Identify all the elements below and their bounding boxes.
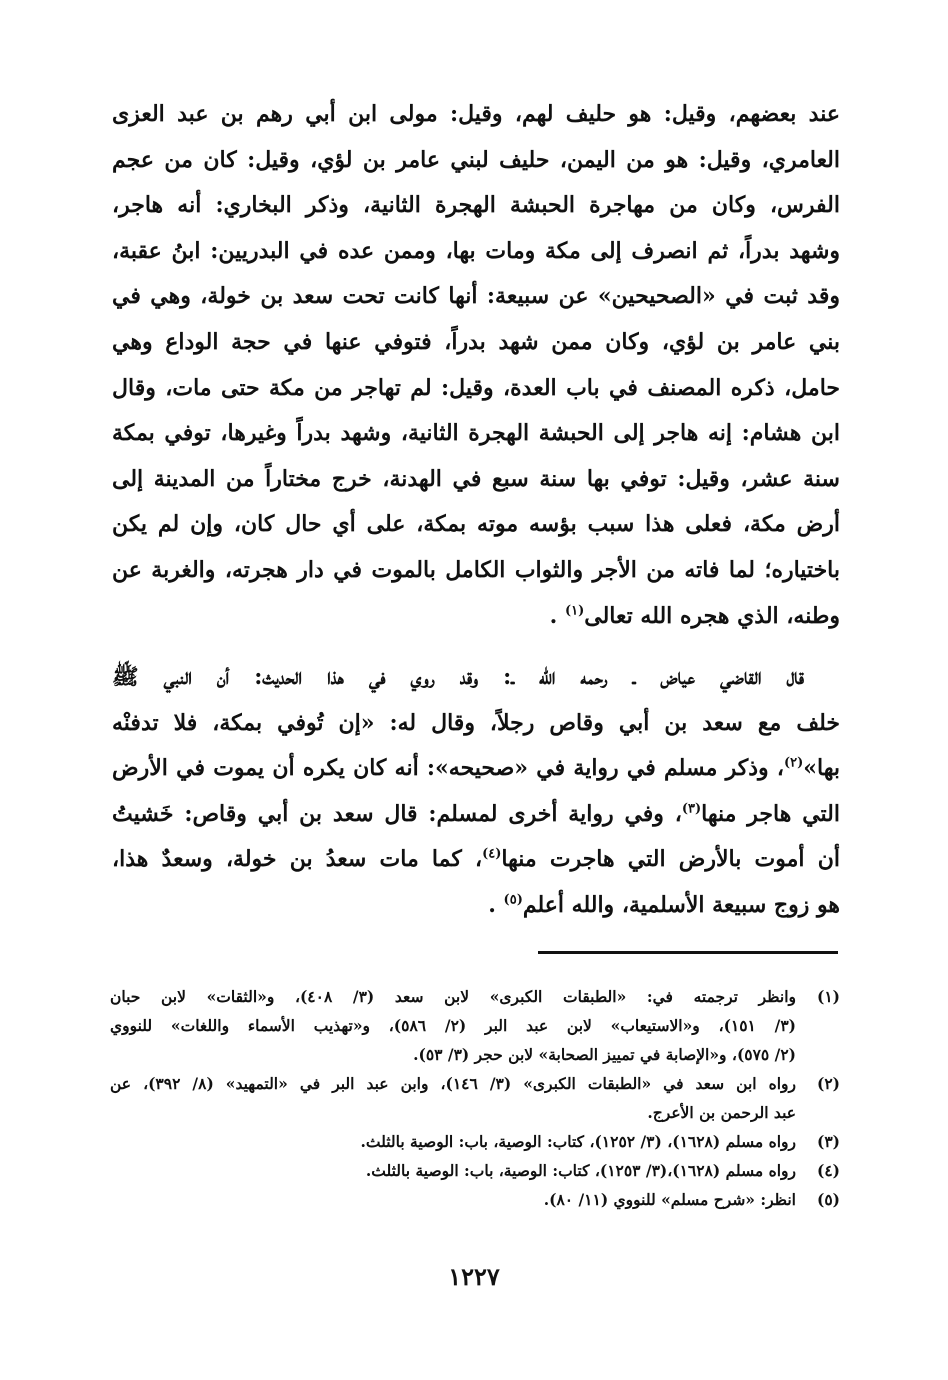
footnote-ref[interactable]: (٤) — [482, 847, 502, 863]
text-line: خلف مع سعد بن أبي وقاص رجلاً، وقال له: «إن تُوفي بمكة، فلا تدفنْه — [112, 709, 840, 736]
text-fragment: هو زوج سبيعة الأسلمية، والله أعلم — [522, 891, 840, 918]
paragraph-1 — [112, 92, 840, 639]
text-fragment: وطنه، الذي هجره الله تعالى — [584, 602, 840, 629]
footnote-line: رواه ابن سعد في «الطبقات الكبرى» (٣/ ١٤٦)، وابن عبد البر في «التمهيد» (٨/ ٣٩٢)، عن — [110, 1074, 796, 1093]
footnote-text — [110, 1185, 796, 1214]
footnote-line: (٢/ ٥٧٥)، و«الإصابة في تمييز الصحابة» لابن حجر (٣/ ٥٣). — [413, 1045, 796, 1064]
text-line: العامري، وقيل: هو من اليمن، حليف لبني عامر بن لؤي، وقيل: كان من عجم — [112, 146, 840, 173]
text-fragment: التي هاجر منها — [701, 800, 840, 827]
text-line — [112, 837, 840, 883]
text-line: وقد ثبت في «الصحيحين» عن سبيعة: أنها كانت تحت سعد بن خولة، وهي في — [112, 283, 840, 310]
footnote-text — [110, 1156, 796, 1185]
footnote-ref[interactable]: (٢) — [783, 755, 804, 771]
text-line: سنة عشر، وقيل: توفي بها سنة سبع في الهدنة، خرج مختاراً من المدينة إلى — [112, 465, 840, 492]
footnotes — [110, 982, 840, 1214]
text-fragment: ، وذكر مسلم في رواية في «صحيحه»: أنه كان يكره أن يموت في الأرض — [112, 755, 784, 782]
text-line: أرض مكة، فعلى هذا سبب بؤسه موته بمكة، على أي حال كان، وإن لم يكن — [112, 511, 840, 538]
text-fragment: . — [488, 891, 496, 918]
footnote-1 — [110, 982, 840, 1069]
text-line: ابن هشام: إنه هاجر إلى الحبشة الهجرة الثانية، وشهد بدراً وغيرها، توفي بمكة — [112, 420, 840, 447]
text-line — [112, 594, 840, 640]
text-line: قال القاضي عياض ـ رحمه الله ـ: وقد روي في هذا الحديث: أن النبي ﷺ — [112, 664, 804, 690]
page-number: ١٢٢٧ — [448, 1262, 500, 1291]
footnote-2 — [110, 1069, 840, 1127]
footnote-text — [110, 1069, 796, 1127]
text-fragment: أن أموت بالأرض التي هاجرت منها — [501, 846, 840, 873]
text-line: عند بعضهم، وقيل: هو حليف لهم، وقيل: مولى ابن أبي رهم بن عبد العزى — [112, 101, 840, 127]
text-line — [112, 883, 840, 929]
text-fragment: ، وفي رواية أخرى لمسلم: قال سعد بن أبي وقاص: خَشيتُ — [112, 800, 682, 827]
text-line: حامل، ذكره المصنف في باب العدة، وقيل: لم تهاجر من مكة حتى مات، وقال — [112, 374, 840, 401]
footnote-ref[interactable]: (٥) — [503, 892, 523, 908]
text-line — [112, 746, 840, 792]
footnote-number: (٢) — [816, 1074, 840, 1093]
text-line: باختياره؛ لما فاته من الأجر والثواب الكامل بالموت في دار هجرته، والغربة عن — [112, 556, 840, 583]
paragraph-2 — [112, 655, 840, 929]
footnote-5 — [110, 1185, 840, 1214]
text-line — [112, 792, 840, 838]
footnote-number: (٤) — [816, 1161, 840, 1180]
footnote-line: عبد الرحمن بن الأعرج. — [647, 1103, 796, 1122]
footnote-number: (٣) — [816, 1132, 840, 1151]
footnote-ref[interactable]: (١) — [564, 603, 585, 619]
footnote-line: وانظر ترجمته في: «الطبقات الكبرى» لابن سعد (٣/ ٤٠٨)، و«الثقات» لابن حبان — [110, 987, 796, 1006]
footnote-line: رواه مسلم (١٦٢٨)،(٣/ ١٢٥٣)، كتاب: الوصية، باب: الوصية بالثلث. — [365, 1161, 796, 1180]
text-line: الفرس، وكان من مهاجرة الحبشة الهجرة الثانية، وذكر البخاري: أنه هاجر، — [112, 192, 840, 219]
footnote-ref[interactable]: (٣) — [681, 801, 702, 817]
footnote-line: (٣/ ١٥١)، و«الاستيعاب» لابن عبد البر (٢/ ٥٨٦)، و«تهذيب الأسماء واللغات» للنووي — [110, 1016, 796, 1035]
text-fragment: بها» — [803, 755, 840, 782]
text-line: وشهد بدراً، ثم انصرف إلى مكة ومات بها، وممن عده في البدريين: ابنُ عقبة، — [112, 237, 840, 264]
text-fragment: ، كما مات سعدُ بن خولة، وسعدٌ هذا، — [112, 846, 483, 873]
footnote-line: رواه مسلم (١٦٢٨)، (٣/ ١٢٥٢)، كتاب: الوصية، باب: الوصية بالثلث. — [360, 1132, 796, 1151]
footnote-number: (١) — [816, 987, 840, 1006]
footnote-number: (٥) — [816, 1190, 840, 1209]
footnote-3 — [110, 1127, 840, 1156]
footnote-text — [110, 1127, 796, 1156]
text-fragment: . — [549, 602, 558, 629]
footnote-separator — [538, 951, 838, 954]
footnote-4 — [110, 1156, 840, 1185]
text-line: بني عامر بن لؤي، وكان ممن شهد بدراً، فتوفي عنها في حجة الوداع وهي — [112, 328, 840, 355]
footnote-text — [110, 982, 796, 1069]
footnote-line: انظر: «شرح مسلم» للنووي (١١/ ٨٠). — [543, 1190, 796, 1209]
